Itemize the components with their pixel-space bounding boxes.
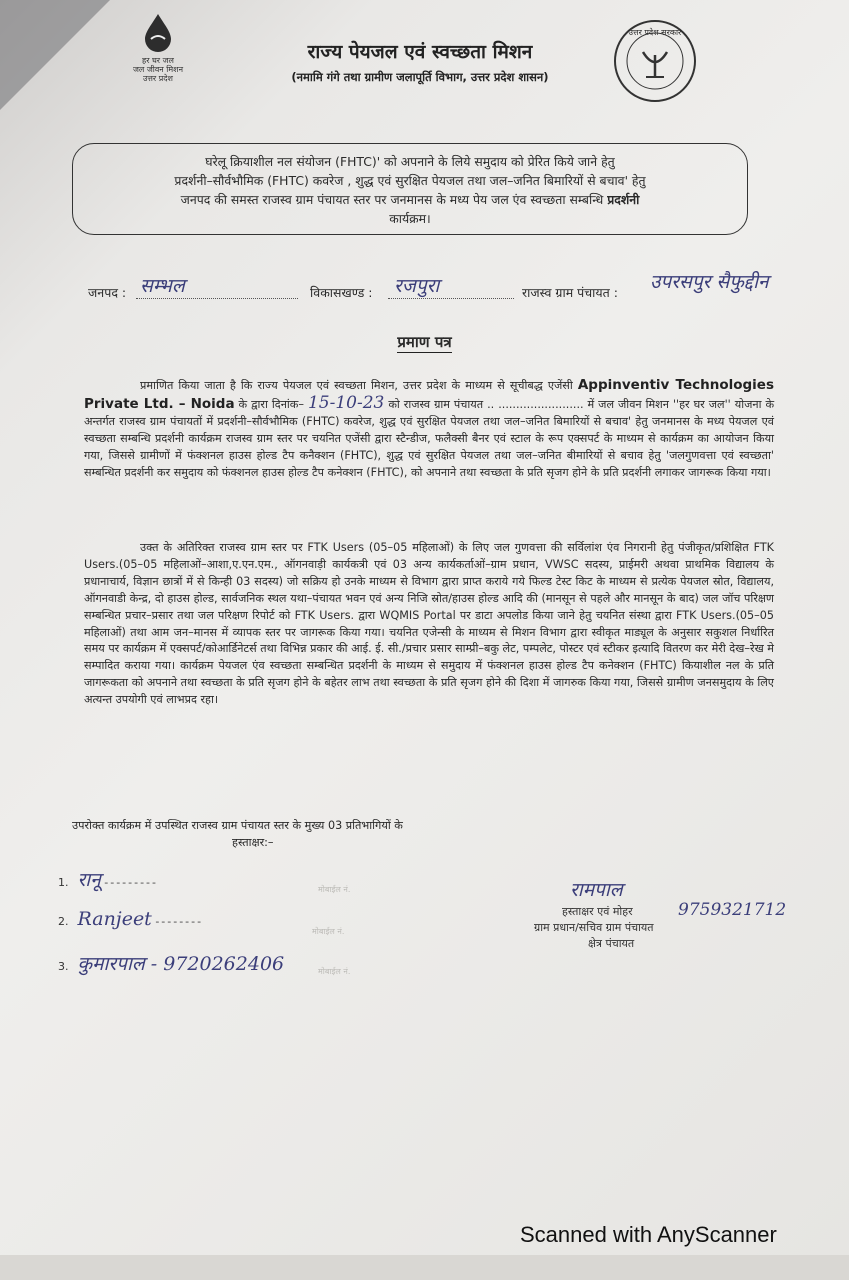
signature-value: रानू (77, 869, 101, 891)
pradhan-phone: 9759321712 (678, 900, 787, 920)
block-dotline (388, 298, 514, 299)
signature-seal-label: हस्ताक्षर एवं मोहर (562, 905, 633, 918)
har-ghar-jal-logo (118, 12, 198, 83)
para1-part-b: के द्वारा दिनांक– (238, 397, 304, 411)
certificate-title-text: प्रमाण पत्र (397, 333, 452, 351)
para2-text: उक्त के अतिरिक्त राजस्व ग्राम स्तर पर FTK Users (05–05 महिलाओं) के लिए जल गुणवत्ता की सर्विलांश एंव निगरानी हेतु पंजीकृत/प्रशिक्षित FTK Users.(05–05 महिलाओं–आशा,ए.एन.एम., ऑगनवाड़ी कार्यकत्री एवं 03 अन्य कार्यकर्ताओं–ग्राम प्रधान, VWSC सदस्य, प्राईमरी अथवा प्राथमिक विद्यालय के प्रधानाचार्य, विज्ञान छात्रों में से किन्ही 03 सदस्य) जो सक्रिय हो उनके माध्यम से विभाग द्वारा प्राप्त कराये गये फिल्ड टेस्ट किट के माध्यम से प्रत्येक पेयजल स्रोत, विद्यालय, ऑगनवाडी केन्द्र, दो हाउस होल्ड, सार्वजनिक स्थल यथा–पंचायत भवन एवं अन्य निजि स्रोत/हाउस होल्ड आदि की (मानसून से पहले और मानसून के बाद) जल जॉच परिक्षण सम्बन्धित प्रचार–प्रसार तथा जल परिक्षण रिपोर्ट को FTK Users. द्वारा WQMIS Portal पर डाटा अपलोड किया जाने हेतु चयनित संस्था द्वारा FTK Users.(05–05 महिलाओं) तथा आम जन–मानस में व्यापक स्तर पर जागरूक किया गया। चयनित एजेन्सी के माध्यम से मिशन विभाग द्वारा स्वीकृत माड्यूल के अनुसार सकुशल निर्धारित समय पर कार्यक्रम में एक्सपर्ट/कोआर्डिनेटर्स तथा विभिन्न प्रकार की आई. ई. सी./प्रचार प्रसार साम्प्री–बकु लेट, पम्पलेट, पोस्टर एवं स्टीकर इत्यादि वितरण कर मेरी देख–रेख मे सम्पादित कराया गया। कार्यक्रम पेयजल एंव स्वच्छता सम्बन्धित प्रदर्शनी के माध्यम से समुदाय में फंक्शनल हाउस होल्ड टैप कनेक्शन (FHTC) कियाशील नल के प्रति जागरूकता को अपनाने तथा स्वच्छता के प्रति सृजग होने के बहेतर लाभ तथा स्वच्छता के प्रति सृजग होने की दिशा में जागरुक किया गया, जिससे ग्रामीण जनसमुदाय के लिए अत्यन्त उपयोगी एवं लाभप्रद रहा। (84, 541, 774, 707)
participant-signature-2 (58, 908, 203, 930)
certificate-paragraph-1 (84, 377, 774, 481)
para1-part-a: प्रमाणित किया जाता है कि राज्य पेयजल एवं स्वच्छता मिशन, उत्तर प्रदेश के माध्यम से सूचीबद्ध एजेंसी (140, 379, 573, 392)
banner-line-4: कार्यक्रम। (389, 211, 431, 226)
banner-line-3-text: जनपद की समस्त राजस्व ग्राम पंचायत स्तर पर जनमानस के मध्य पेय जल एंव स्वच्छता सम्बन्धि (180, 192, 604, 207)
signature-value: कुमारपाल - 9720262406 (77, 953, 285, 975)
panchayat-label: राजस्व ग्राम पंचायत : (522, 285, 618, 300)
kshetra-panchayat-label: क्षेत्र पंचायत (588, 937, 635, 950)
signature-number: 1. (58, 876, 69, 889)
signature-dashes: -------- (155, 915, 204, 928)
signature-value: Ranjeet (77, 908, 152, 930)
district-label: जनपद : (88, 285, 127, 300)
folded-corner (0, 0, 110, 110)
banner-line-3 (91, 190, 729, 209)
page-title: राज्य पेयजल एवं स्वच्छता मिशन (307, 41, 533, 63)
participant-signature-3 (58, 950, 284, 976)
pradhan-designation: ग्राम प्रधान/सचिव ग्राम पंचायत (534, 921, 654, 934)
participant-signature-1 (58, 866, 158, 892)
emblem-caption: उत्तर प्रदेश सरकार (628, 28, 682, 37)
header (240, 38, 600, 85)
para1-part-c: को राजस्व ग्राम पंचायत .. (388, 397, 495, 411)
page-subtitle: (नमामि गंगे तथा ग्रामीण जलापूर्ति विभाग, उत्तर प्रदेश शासन) (291, 70, 549, 84)
signature-dashes: --------- (104, 876, 158, 889)
logo-caption-3: उत्तर प्रदेश (143, 74, 173, 83)
closing-line-2: हस्ताक्षर:– (232, 836, 274, 849)
program-date: 15-10-23 (307, 392, 385, 413)
emblem-icon (616, 22, 694, 100)
panchayat-value: उपरसपुर सैफुद्दीन (650, 271, 769, 293)
faint-mobile-label-3: मोबाईल नं. (318, 967, 351, 976)
certificate-title (0, 332, 849, 352)
faint-mobile-label-1: मोबाईल नं. (318, 885, 351, 894)
district-value: सम्भल (140, 275, 185, 297)
program-banner (72, 143, 748, 235)
banner-bold-word: प्रदर्शनी (607, 192, 640, 207)
agency-name: Appinventiv Technologies Private Ltd. – Noida (84, 377, 774, 412)
signature-number: 3. (58, 960, 69, 973)
faint-mobile-label-2: मोबाईल नं. (312, 927, 345, 936)
signature-number: 2. (58, 915, 69, 928)
logo-caption-1: हर घर जल (142, 56, 174, 65)
closing-text (72, 817, 532, 851)
block-label: विकासखण्ड : (310, 285, 373, 300)
banner-line-1: घरेलू क्रियाशील नल संयोजन (FHTC)' को अपनाने के लिये समुदाय को प्रेरित किये जाने हेतु (205, 154, 615, 169)
para1-part-d: ........................ में जल जीवन मिशन ''हर घर जल'' योजना के अन्तर्गत राजस्व ग्राम पंचायतों में प्रदर्शनी–सौर्वभौमिक (FHTC) कवरेज, शुद्ध एवं सुरक्षित पेयजल तथा जल–जनित बिमारियों से बचाव' हेतु जनमानस के मध्य पेयजल एवं स्वच्छता सम्बन्धि प्रदर्शनी कार्यक्रम राजस्व ग्राम स्तर पर चयनित एजेंसी द्वारा स्टैन्डीज, फलैक्सी बैनर एवं स्टाल के रूप एक्सपर्ट के माध्यम से कार्यक्रम का आयोजन किया गया, जिससे ग्रामीणों में फंक्शनल हाउस होल्ड टैप कनैक्शन (FHTC), शुद्ध एवं सुरक्षित पेयजल तथा जल–जनित बीमारियों से बचाव हेतु 'जलगुणवत्ता एवं स्वच्छता' सम्बन्धित प्रदर्शनी कर समुदाय को फंक्शनल हाउस होल्ड टैप कनेक्शन (FHTC), को अपनाने तथा स्वच्छता के प्रति सृजग होने के प्रति प्रदर्शनी लगाकर जागरूक किया गया। (84, 397, 775, 479)
pradhan-signature: रामपाल (570, 879, 623, 901)
logo-caption-2: जल जीवन मिशन (132, 65, 184, 74)
closing-line-1: उपरोक्त कार्यक्रम में उपस्थित राजस्व ग्राम पंचायत स्तर के मुख्य 03 प्रतिभागियों के (72, 819, 403, 832)
water-drop-icon (140, 12, 176, 52)
district-dotline (136, 298, 298, 299)
up-government-emblem (614, 20, 696, 102)
banner-line-2: प्रदर्शनी–सौर्वभौमिक (FHTC) कवरेज , शुद्ध एवं सुरक्षित पेयजल तथा जल–जनित बिमारियों से बचाव' हेतु (174, 173, 646, 188)
block-value: रजपुरा (394, 275, 440, 297)
scanner-watermark: Scanned with AnyScanner (520, 1222, 777, 1247)
certificate-paragraph-2 (84, 540, 774, 709)
